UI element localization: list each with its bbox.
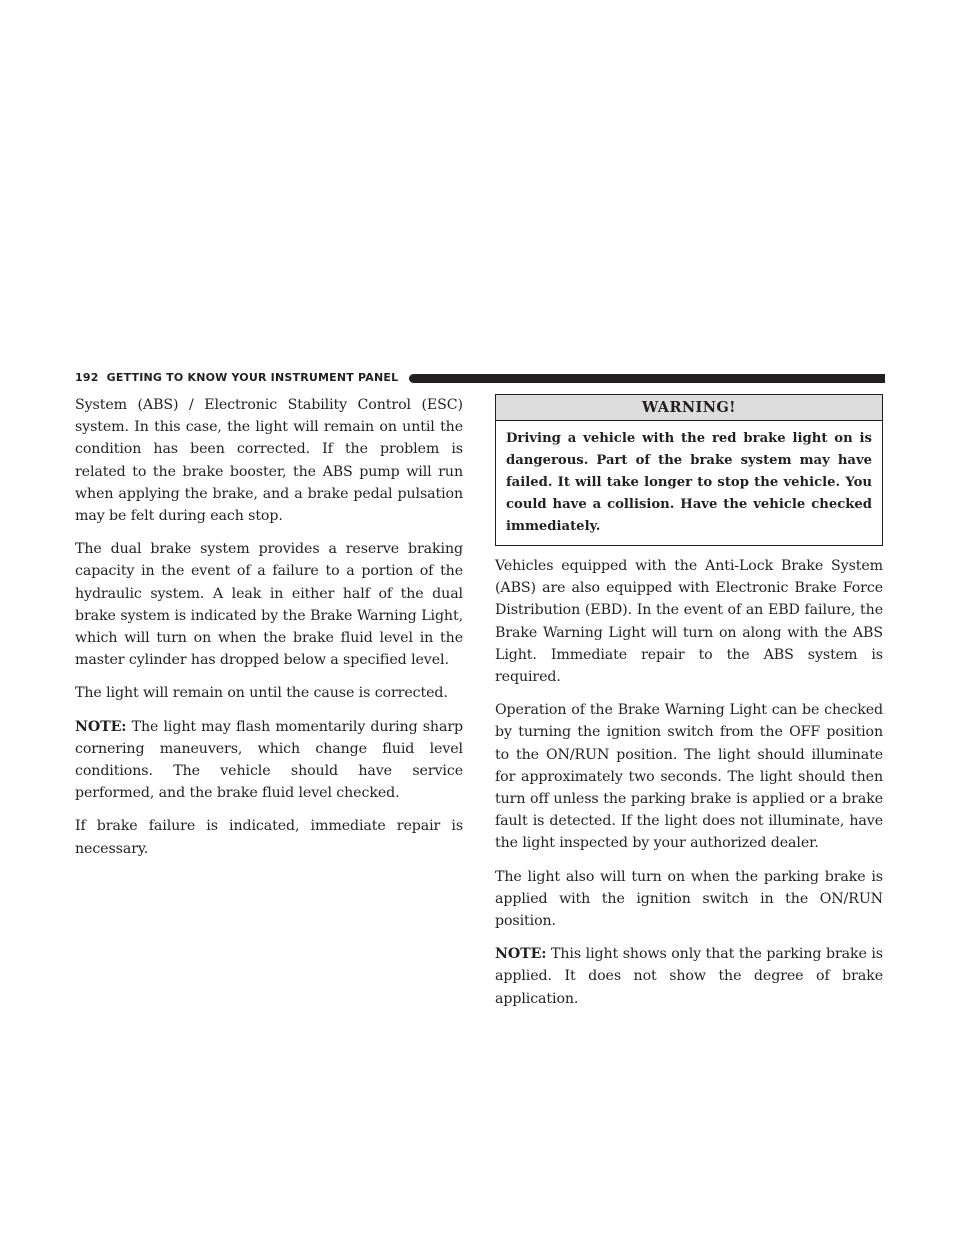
header-rule: [409, 374, 885, 383]
paragraph-parking-brake: The light also will turn on when the parking brake is applied with the ignition switch in the ON/RUN position.: [495, 868, 883, 930]
paragraph-brake-failure: If brake failure is indicated, immediate repair is necessary.: [75, 818, 463, 857]
left-column: [75, 394, 463, 871]
paragraph-ebd: Vehicles equipped with the Anti-Lock Brake System (ABS) are also equipped with Electronic Brake Force Distribution (EBD). In the event of an EBD failure, the Brake Warning Light will turn on along with the ABS Light. Immediate repair to the ABS system is required.: [495, 558, 883, 686]
note-flash-momentarily: [75, 716, 463, 805]
page-number: 192: [75, 371, 99, 384]
paragraph-light-remains-on: The light will remain on until the cause is corrected.: [75, 685, 448, 702]
warning-title: WARNING!: [496, 395, 882, 421]
paragraph-operation-check: Operation of the Brake Warning Light can be checked by turning the ignition switch from the OFF position to the ON/RUN position. The light should illuminate for approximately two seconds. The light should then turn off unless the parking brake is applied or a brake fault is detected. If the light does not illuminate, have the light inspected by your authorized dealer.: [495, 702, 883, 852]
note-text: The light may flash momentarily during sharp cornering maneuvers, which change fluid level conditions. The vehicle should have service performed, and the brake fluid level checked.: [75, 718, 463, 802]
right-column: [495, 394, 883, 1021]
note-text: This light shows only that the parking brake is applied. It does not show the degree of brake application.: [495, 946, 883, 1007]
note-label: NOTE:: [495, 946, 547, 963]
note-label: NOTE:: [75, 718, 127, 735]
paragraph-dual-brake-system: The dual brake system provides a reserve braking capacity in the event of a failure to a portion of the hydraulic system. A leak in either half of the dual brake system is indicated by the Brake Warning Light, which will turn on when the brake fluid level in the master cylinder has dropped below a specified level.: [75, 541, 463, 669]
section-title: GETTING TO KNOW YOUR INSTRUMENT PANEL: [106, 371, 399, 384]
note-parking-brake: [495, 943, 883, 1010]
page-header: [75, 371, 885, 385]
header-text: [75, 371, 398, 385]
warning-text: Driving a vehicle with the red brake light on is dangerous. Part of the brake system may have failed. It will take longer to stop the vehicle. You could have a collision. Have the vehicle checked immediately.: [506, 431, 872, 534]
warning-box: [495, 394, 883, 546]
paragraph-abs-esc: System (ABS) / Electronic Stability Control (ESC) system. In this case, the light will remain on until the condition has been corrected. If the problem is related to the brake booster, the ABS pump will run when applying the brake, and a brake pedal pulsation may be felt during each stop.: [75, 397, 463, 525]
